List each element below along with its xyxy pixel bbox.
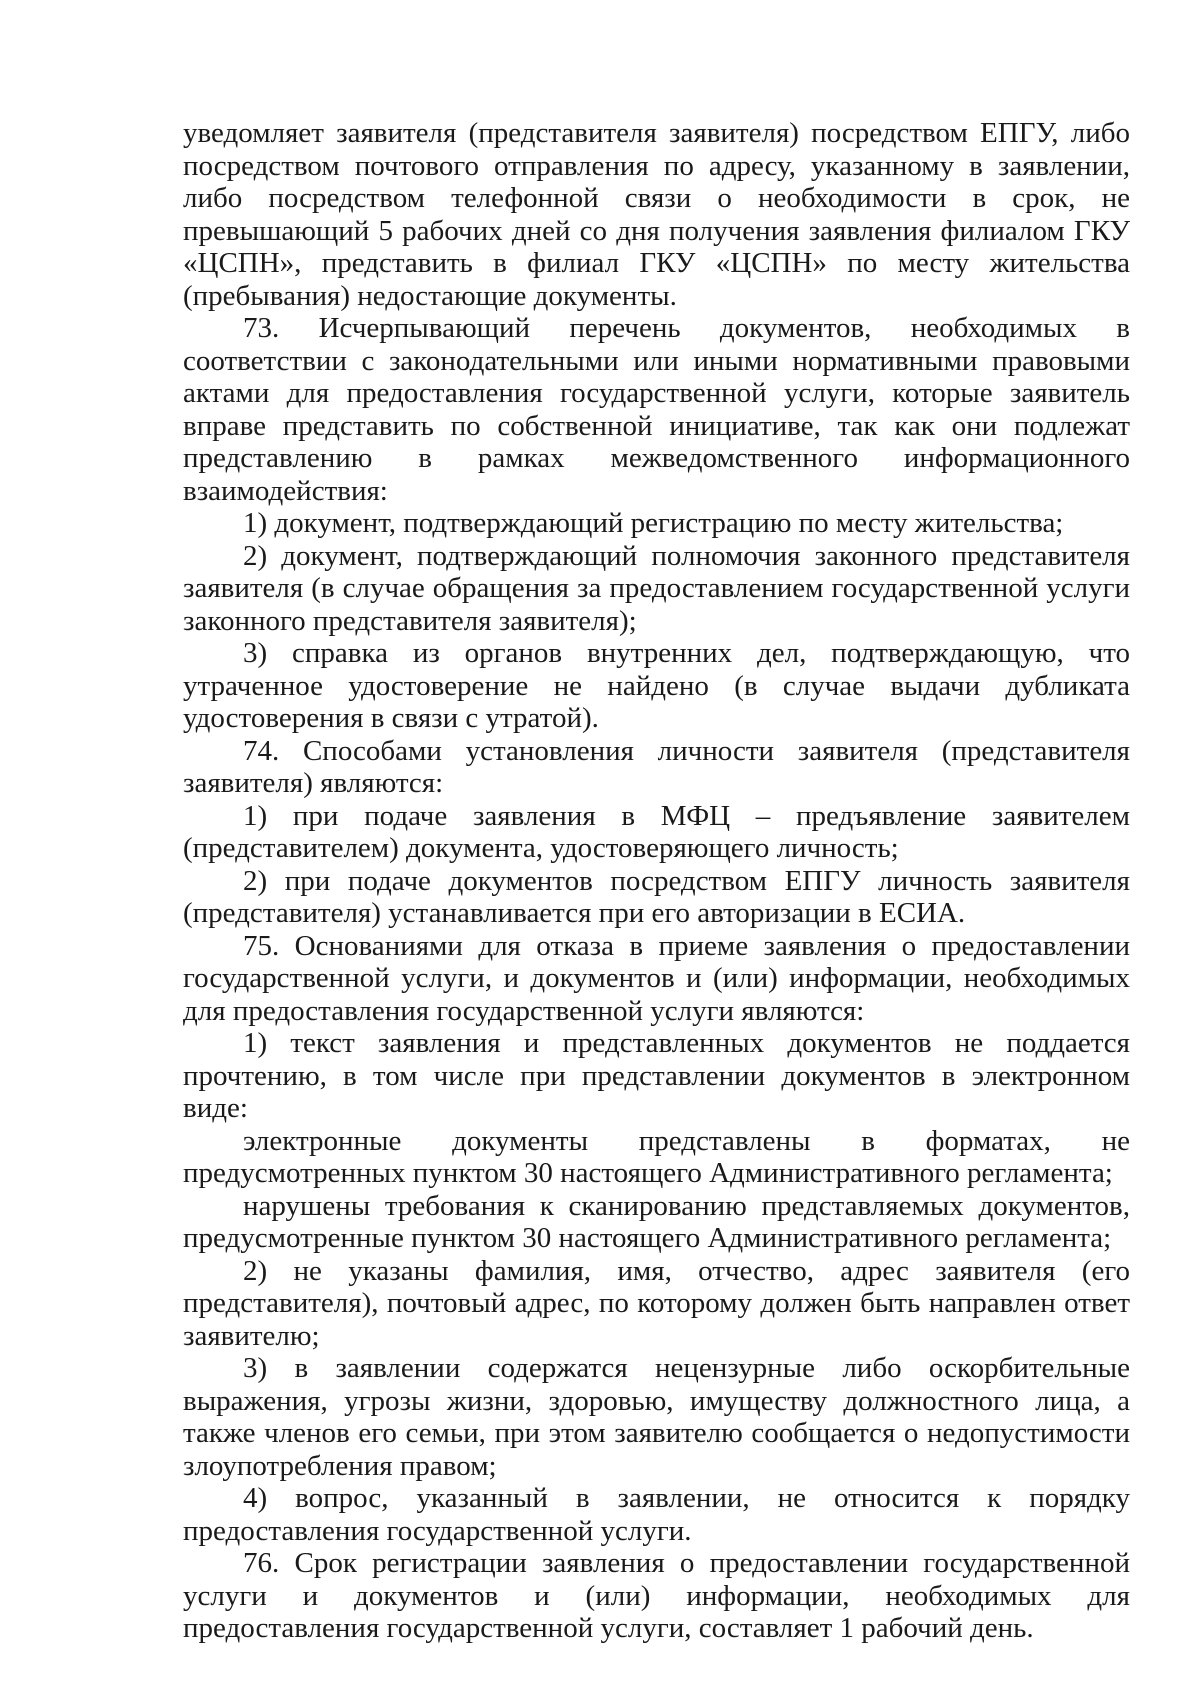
paragraph-76: 76. Срок регистрации заявления о предоставлении государственной услуги и документов и (или) информации, необходимых для предоставления государственной услуги, составляет 1 рабочий день. — [183, 1547, 1130, 1644]
list-item-74-1: 1) при подаче заявления в МФЦ – предъявление заявителем (представителем) документа, удостоверяющего личность; — [183, 799, 1130, 864]
paragraph-73: 73. Исчерпывающий перечень документов, необходимых в соответствии с законодательными или иными нормативными правовыми актами для предоставления государственной услуги, которые заявитель вправе представить по собственной инициативе, так как они подлежат представлению в рамках межведомственного информационного взаимодействия: — [183, 312, 1130, 507]
list-item-73-1: 1) документ, подтверждающий регистрацию по месту жительства; — [243, 507, 1064, 539]
paragraph-74: 74. Способами установления личности заявителя (представителя заявителя) являются: — [183, 734, 1130, 799]
document-page — [183, 117, 1130, 1645]
list-item-75-4: 4) вопрос, указанный в заявлении, не относится к порядку предоставления государственной услуги. — [183, 1482, 1130, 1547]
list-item-75-1: 1) текст заявления и представленных документов не поддается прочтению, в том числе при представлении документов в электронном виде: — [183, 1027, 1130, 1124]
list-item-73-3: 3) справка из органов внутренних дел, подтверждающую, что утраченное удостоверение не найдено (в случае выдачи дубликата удостоверения в связи с утратой). — [183, 637, 1130, 734]
paragraph-continuation: уведомляет заявителя (представителя заявителя) посредством ЕПГУ, либо посредством почтового отправления по адресу, указанному в заявлении, либо посредством телефонной связи о необходимости в срок, не превышающий 5 рабочих дней со дня получения заявления филиалом ГКУ «ЦСПН», представить в филиал ГКУ «ЦСПН» по месту жительства (пребывания) недостающие документы. — [183, 117, 1130, 312]
paragraph-75: 75. Основаниями для отказа в приеме заявления о предоставлении государственной услуги, и документов и (или) информации, необходимых для предоставления государственной услуги являются: — [183, 929, 1130, 1027]
sub-item-75-1-a: электронные документы представлены в форматах, не предусмотренных пунктом 30 настоящего Административного регламента; — [183, 1124, 1130, 1189]
sub-item-75-1-b: нарушены требования к сканированию представляемых документов, предусмотренные пунктом 30 настоящего Административного регламента; — [183, 1189, 1130, 1254]
list-item-75-2: 2) не указаны фамилия, имя, отчество, адрес заявителя (его представителя), почтовый адрес, по которому должен быть направлен ответ заявителю; — [183, 1254, 1130, 1352]
list-item-73-2: 2) документ, подтверждающий полномочия законного представителя заявителя (в случае обращения за предоставлением государственной услуги законного представителя заявителя); — [183, 539, 1130, 637]
list-item-75-3: 3) в заявлении содержатся нецензурные либо оскорбительные выражения, угрозы жизни, здоровью, имуществу должностного лица, а также членов его семьи, при этом заявителю сообщается о недопустимости злоупотребления правом; — [183, 1352, 1130, 1482]
list-item-74-2: 2) при подаче документов посредством ЕПГУ личность заявителя (представителя) устанавливается при его авторизации в ЕСИА. — [183, 864, 1130, 929]
